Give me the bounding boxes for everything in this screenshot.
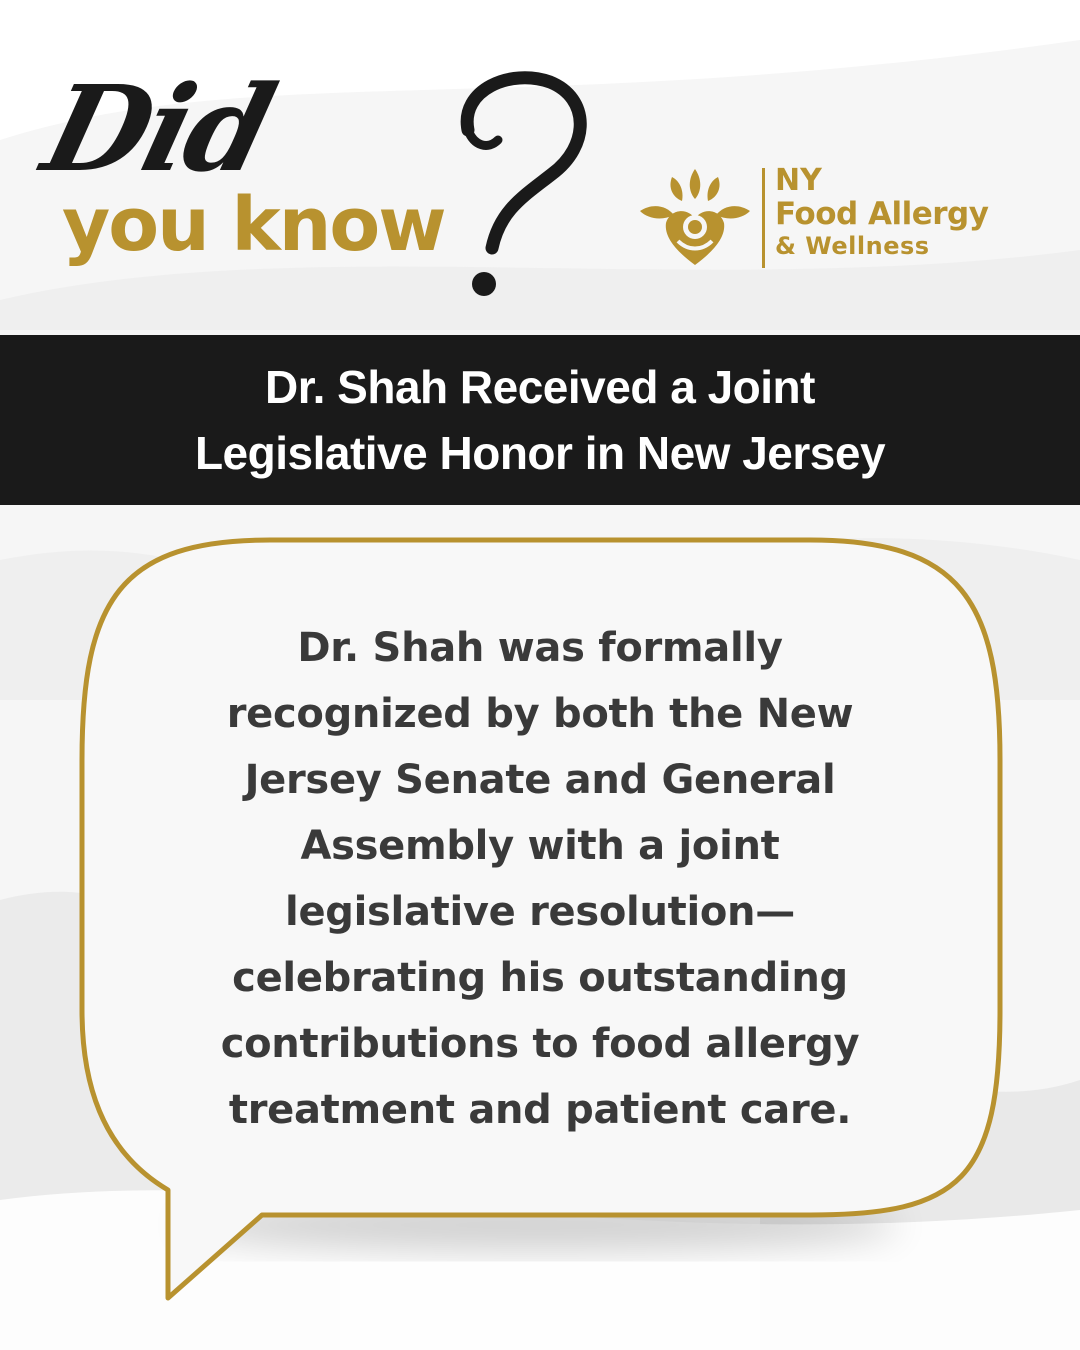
bubble-line: Jersey Senate and General — [244, 757, 836, 803]
bubble-line: legislative resolution— — [285, 889, 795, 935]
banner-title-line-1: Dr. Shah Received a Joint — [265, 361, 815, 413]
bubble-line: celebrating his outstanding — [232, 955, 848, 1001]
bubble-line: treatment and patient care. — [228, 1087, 852, 1133]
banner-title-line-2: Legislative Honor in New Jersey — [194, 427, 886, 479]
logo-line-wellness: & Wellness — [775, 232, 930, 260]
bubble-body-text — [150, 615, 930, 1143]
bubble-line: Dr. Shah was formally — [297, 625, 783, 671]
bubble-line: contributions to food allergy — [220, 1021, 860, 1067]
bubble-line: recognized by both the New — [226, 691, 854, 737]
logo-line-ny: NY — [775, 163, 822, 198]
you-know-heading: you know — [62, 182, 445, 268]
logo-line-food-allergy: Food Allergy — [775, 196, 989, 232]
bubble-line: Assembly with a joint — [300, 823, 780, 869]
svg-text:Did: Did — [31, 60, 284, 199]
